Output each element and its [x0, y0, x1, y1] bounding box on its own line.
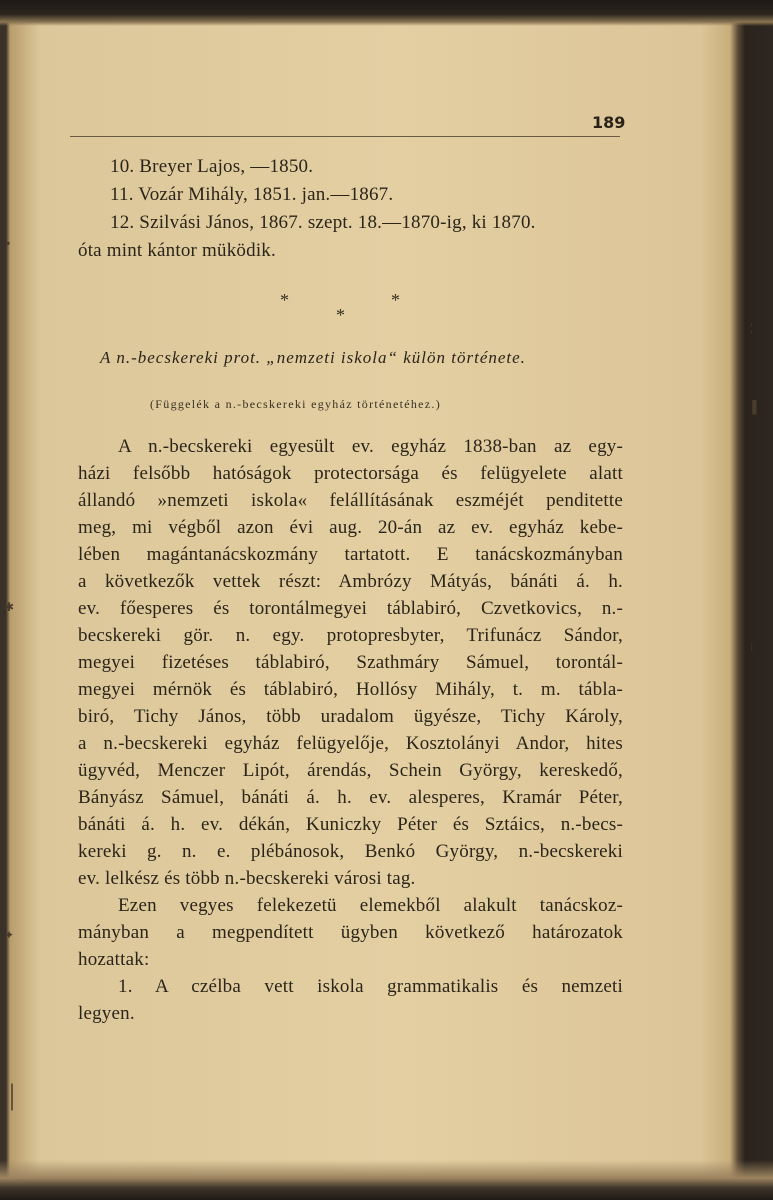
paragraph-line: kereki g. n. e. plébánosok, Benkó György, n.-becskereki	[78, 841, 623, 862]
margin-mark: ¦	[750, 320, 753, 334]
paragraph-line: becskereki gör. n. egy. protopresbyter, Trifunácz Sándor,	[78, 625, 623, 646]
paragraph-line: lében magántanácskozmány tartatott. E tanácskozmányban	[78, 544, 623, 565]
header-rule	[70, 136, 620, 137]
paragraph-line: Bányász Sámuel, bánáti á. h. ev. alesperes, Kramár Péter,	[78, 787, 623, 808]
paragraph-line: bánáti á. h. ev. dékán, Kuniczky Péter és Sztáics, n.-becs-	[78, 814, 623, 835]
list-item: 10. Breyer Lajos, —1850.	[110, 156, 314, 177]
paragraph-line: megyei fizetéses táblabiró, Szathmáry Sámuel, torontál-	[78, 652, 623, 673]
paragraph-line: állandó »nemzeti iskola« felállításának eszméjét penditette	[78, 490, 623, 511]
page-bottom-edge	[0, 1160, 773, 1200]
page-top-edge	[0, 0, 773, 26]
margin-mark: |	[9, 1078, 16, 1111]
section-title: A n.-becskereki prot. „nemzeti iskola“ külön története.	[100, 348, 526, 367]
paragraph-line: legyen.	[78, 1003, 135, 1024]
paragraph-line: a következők vettek részt: Ambrózy Mátyás, bánáti á. h.	[78, 571, 623, 592]
margin-mark: ▪	[6, 236, 11, 250]
paragraph-line: mányban a megpendített ügyben következő határozatok	[78, 922, 623, 943]
paragraph-line: megyei mérnök és táblabiró, Hollósy Mihály, t. m. tábla-	[78, 679, 623, 700]
paragraph-line: 1. A czélba vett iskola grammatikalis és nemzeti	[118, 976, 623, 997]
paragraph-line: ev. lelkész és több n.-becskereki városi tag.	[78, 868, 416, 889]
list-item: 11. Vozár Mihály, 1851. jan.—1867.	[110, 184, 394, 205]
list-item: 12. Szilvási János, 1867. szept. 18.—1870-ig, ki 1870.	[110, 212, 536, 233]
paragraph-line: ügyvéd, Menczer Lipót, árendás, Schein György, kereskedő,	[78, 760, 623, 781]
paragraph-line: házi felsőbb hatóságok protectorsága és felügyelete alatt	[78, 463, 623, 484]
section-star: *	[391, 290, 400, 310]
page-number: 189	[592, 113, 626, 132]
paragraph-line: meg, mi végből azon évi aug. 20-án az ev. egyház kebe-	[78, 517, 623, 538]
paragraph-line: a n.-becskereki egyház felügyelője, Kosztolányi Andor, hites	[78, 733, 623, 754]
section-star: *	[280, 290, 289, 310]
section-star: *	[336, 305, 345, 325]
paragraph-line: biró, Tichy János, több uradalom ügyésze, Tichy Károly,	[78, 706, 623, 727]
list-item-continuation: óta mint kántor müködik.	[78, 240, 276, 261]
margin-mark: ✱	[4, 600, 15, 614]
margin-mark: ▐	[748, 400, 757, 414]
paragraph-line: hozattak:	[78, 949, 150, 970]
margin-mark: ✦	[4, 928, 15, 942]
paragraph-line: ev. főesperes és torontálmegyei táblabiró, Czvetkovics, n.-	[78, 598, 623, 619]
margin-mark: ⁞	[750, 640, 754, 654]
paragraph-line: A n.-becskereki egyesült ev. egyház 1838-ban az egy-	[118, 436, 623, 457]
paragraph-line: Ezen vegyes felekezetü elemekből alakult tanácskoz-	[118, 895, 623, 916]
section-subtitle: (Függelék a n.-becskereki egyház történetéhez.)	[150, 397, 441, 411]
